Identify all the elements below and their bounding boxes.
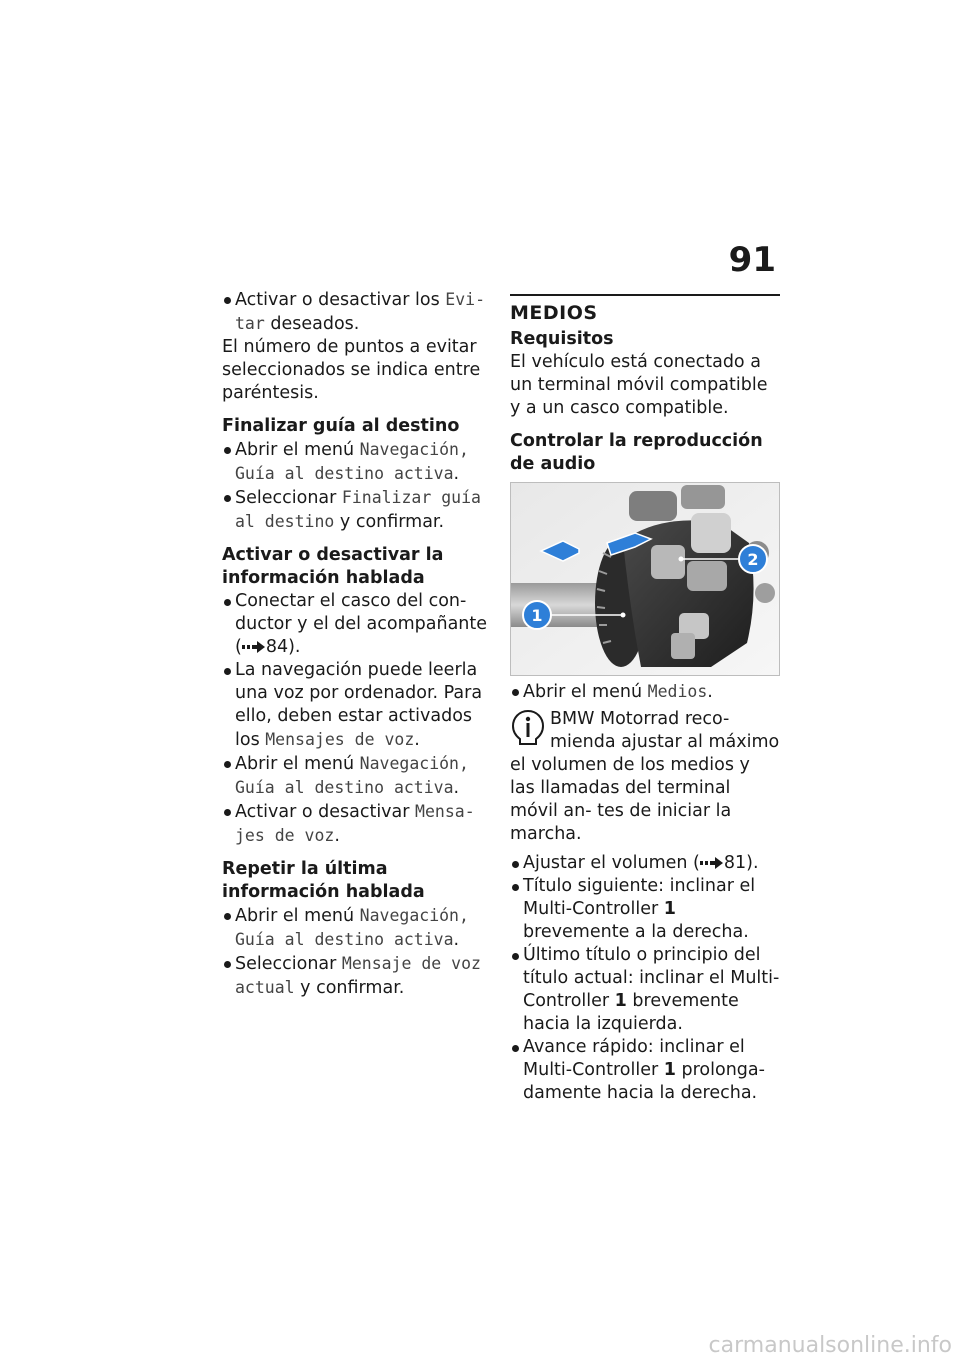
list-item: Avance rápido: inclinar el Multi-Controller 1 prolonga- damente hacia la derecha. <box>510 1036 780 1105</box>
menu-path: Finalizar guía al destino <box>235 488 481 531</box>
section-title-medios: MEDIOS <box>510 294 780 324</box>
menu-path: Navegación, Guía al destino activa <box>235 906 469 949</box>
list-item: Seleccionar Finalizar guía al destino y confirmar. <box>222 486 490 534</box>
menu-path: Medios <box>647 682 708 701</box>
list-item: Ajustar el volumen ( 81). <box>510 852 780 875</box>
menu-path: Mensa- jes de voz <box>235 802 475 845</box>
list-item: La navegación puede leerla una voz por ordenador. Para ello, deben estar activados los Mensajes de voz. <box>222 659 490 752</box>
heading-repetir: Repetir la última información hablada <box>222 859 425 902</box>
list-item: Título siguiente: inclinar el Multi-Controller 1 brevemente a la derecha. <box>510 875 780 944</box>
heading-controlar-audio: Controlar la reproducción de audio <box>510 431 763 474</box>
heading-info-hablada: Activar o desactivar la información hablada <box>222 545 444 588</box>
heading-requisitos: Requisitos <box>510 329 614 349</box>
medios-list-b <box>510 852 780 1105</box>
info-note <box>510 708 780 846</box>
right-column <box>510 288 780 1105</box>
repetir-list <box>222 904 490 1000</box>
list-item: Activar o desactivar los Evi- tar deseados. <box>222 288 490 336</box>
menu-path: Mensaje de voz actual <box>235 954 481 997</box>
callout-reference: 1 <box>663 1060 676 1080</box>
list-item: Seleccionar Mensaje de voz actual y confirmar. <box>222 952 490 1000</box>
menu-path: Mensajes de voz <box>265 730 415 749</box>
watermark: carmanualsonline.info <box>708 1333 952 1358</box>
list-item: Abrir el menú Navegación, Guía al destino activa. <box>222 438 490 486</box>
requisitos-text: El vehículo está conectado a un terminal móvil compatible y a un casco compatible. <box>510 352 768 418</box>
page-reference: 81 <box>723 853 747 873</box>
medios-list-a <box>510 680 780 704</box>
callout-reference: 1 <box>614 991 627 1011</box>
intro-list <box>222 288 490 336</box>
list-item: Conectar el casco del con- ductor y el del acompañante ( 84). <box>222 590 490 659</box>
menu-path: Navegación, Guía al destino activa <box>235 754 469 797</box>
handlebar-controller-illustration <box>510 482 780 676</box>
menu-path: Navegación, Guía al destino activa <box>235 440 469 483</box>
callout-2-label: 2 <box>747 550 759 569</box>
callout-1-label: 1 <box>531 606 543 625</box>
page-reference-arrow-icon <box>700 857 724 869</box>
list-item: Abrir el menú Navegación, Guía al destino activa. <box>222 904 490 952</box>
list-item: Abrir el menú Medios. <box>510 680 780 704</box>
heading-finalizar: Finalizar guía al destino <box>222 416 460 436</box>
menu-path: Evi- tar <box>235 290 486 333</box>
left-column <box>222 288 490 1000</box>
intro-paragraph: El número de puntos a evitar seleccionados se indica entre paréntesis. <box>222 337 481 403</box>
list-item: Activar o desactivar Mensa- jes de voz. <box>222 800 490 848</box>
callout-reference: 1 <box>663 899 676 919</box>
info-note-text: BMW Motorrad reco- mienda ajustar al máximo el volumen de los medios y las llamadas del terminal móvil an- tes de iniciar la marcha. <box>510 709 780 844</box>
page-reference: 84 <box>265 637 289 657</box>
page-number: 91 <box>728 240 776 280</box>
list-item: Abrir el menú Navegación, Guía al destino activa. <box>222 752 490 800</box>
finalizar-list <box>222 438 490 534</box>
page-reference-arrow-icon <box>242 641 266 653</box>
list-item: Último título o principio del título actual: inclinar el Multi- Controller 1 brevemente hacia la izquierda. <box>510 944 780 1036</box>
info-icon <box>510 708 546 748</box>
info-hablada-list <box>222 590 490 848</box>
